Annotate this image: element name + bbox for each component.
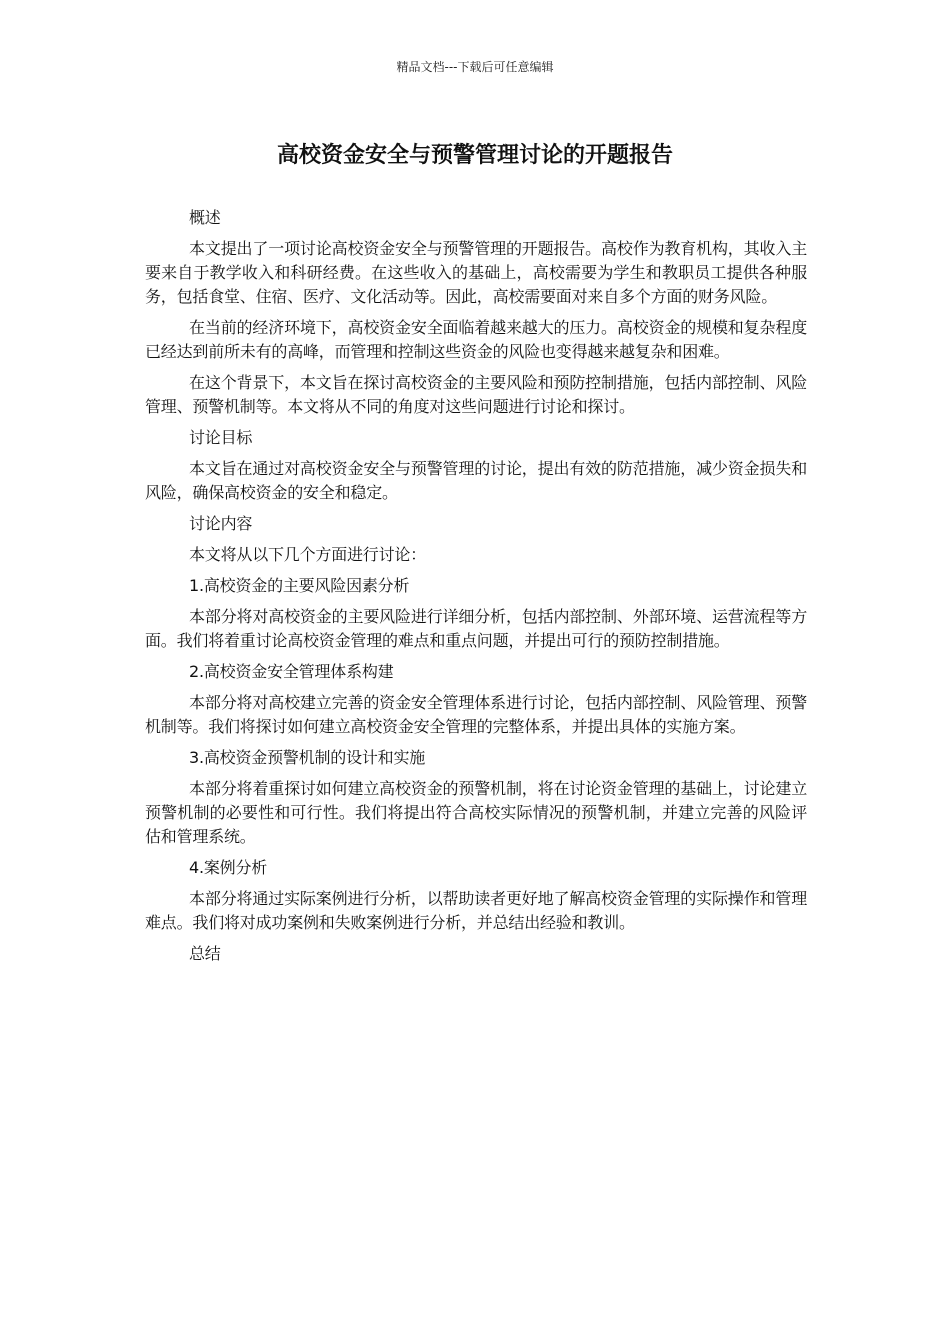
item-3-body: 本部分将着重探讨如何建立高校资金的预警机制，将在讨论资金管理的基础上，讨论建立预警机制的必要性和可行性。我们将提出符合高校实际情况的预警机制，并建立完善的风险评估和管理系统。 bbox=[145, 779, 807, 846]
item-3-heading: 3.高校资金预警机制的设计和实施 bbox=[189, 748, 426, 767]
goal-paragraph: 本文旨在通过对高校资金安全与预警管理的讨论，提出有效的防范措施，减少资金损失和风险，确保高校资金的安全和稳定。 bbox=[145, 459, 807, 502]
item-4-body: 本部分将通过实际案例进行分析，以帮助读者更好地了解高校资金管理的实际操作和管理难点。我们将对成功案例和失败案例进行分析，并总结出经验和教训。 bbox=[145, 889, 807, 932]
summary-heading: 总结 bbox=[189, 944, 221, 963]
item-4-heading: 4.案例分析 bbox=[189, 858, 268, 877]
overview-paragraph-1: 本文提出了一项讨论高校资金安全与预警管理的开题报告。高校作为教育机构，其收入主要来自于教学收入和科研经费。在这些收入的基础上，高校需要为学生和教职员工提供各种服务，包括食堂、住宿、医疗、文化活动等。因此，高校需要面对来自多个方面的财务风险。 bbox=[145, 239, 807, 306]
item-1-body: 本部分将对高校资金的主要风险进行详细分析，包括内部控制、外部环境、运营流程等方面。我们将着重讨论高校资金管理的难点和重点问题，并提出可行的预防控制措施。 bbox=[145, 607, 807, 650]
overview-heading: 概述 bbox=[189, 208, 221, 227]
content-intro: 本文将从以下几个方面进行讨论： bbox=[189, 545, 427, 564]
document-body bbox=[145, 206, 807, 973]
document-title: 高校资金安全与预警管理讨论的开题报告 bbox=[276, 143, 673, 168]
item-2-body: 本部分将对高校建立完善的资金安全管理体系进行讨论，包括内部控制、风险管理、预警机制等。我们将探讨如何建立高校资金安全管理的完整体系，并提出具体的实施方案。 bbox=[145, 693, 807, 736]
page-header-note: 精品文档---下载后可任意编辑 bbox=[396, 60, 554, 74]
content-heading: 讨论内容 bbox=[189, 514, 253, 533]
item-1-heading: 1.高校资金的主要风险因素分析 bbox=[189, 576, 410, 595]
overview-paragraph-2: 在当前的经济环境下，高校资金安全面临着越来越大的压力。高校资金的规模和复杂程度已经达到前所未有的高峰，而管理和控制这些资金的风险也变得越来越复杂和困难。 bbox=[145, 318, 807, 361]
overview-paragraph-3: 在这个背景下，本文旨在探讨高校资金的主要风险和预防控制措施，包括内部控制、风险管理、预警机制等。本文将从不同的角度对这些问题进行讨论和探讨。 bbox=[145, 373, 807, 416]
item-2-heading: 2.高校资金安全管理体系构建 bbox=[189, 662, 394, 681]
goal-heading: 讨论目标 bbox=[189, 428, 253, 447]
